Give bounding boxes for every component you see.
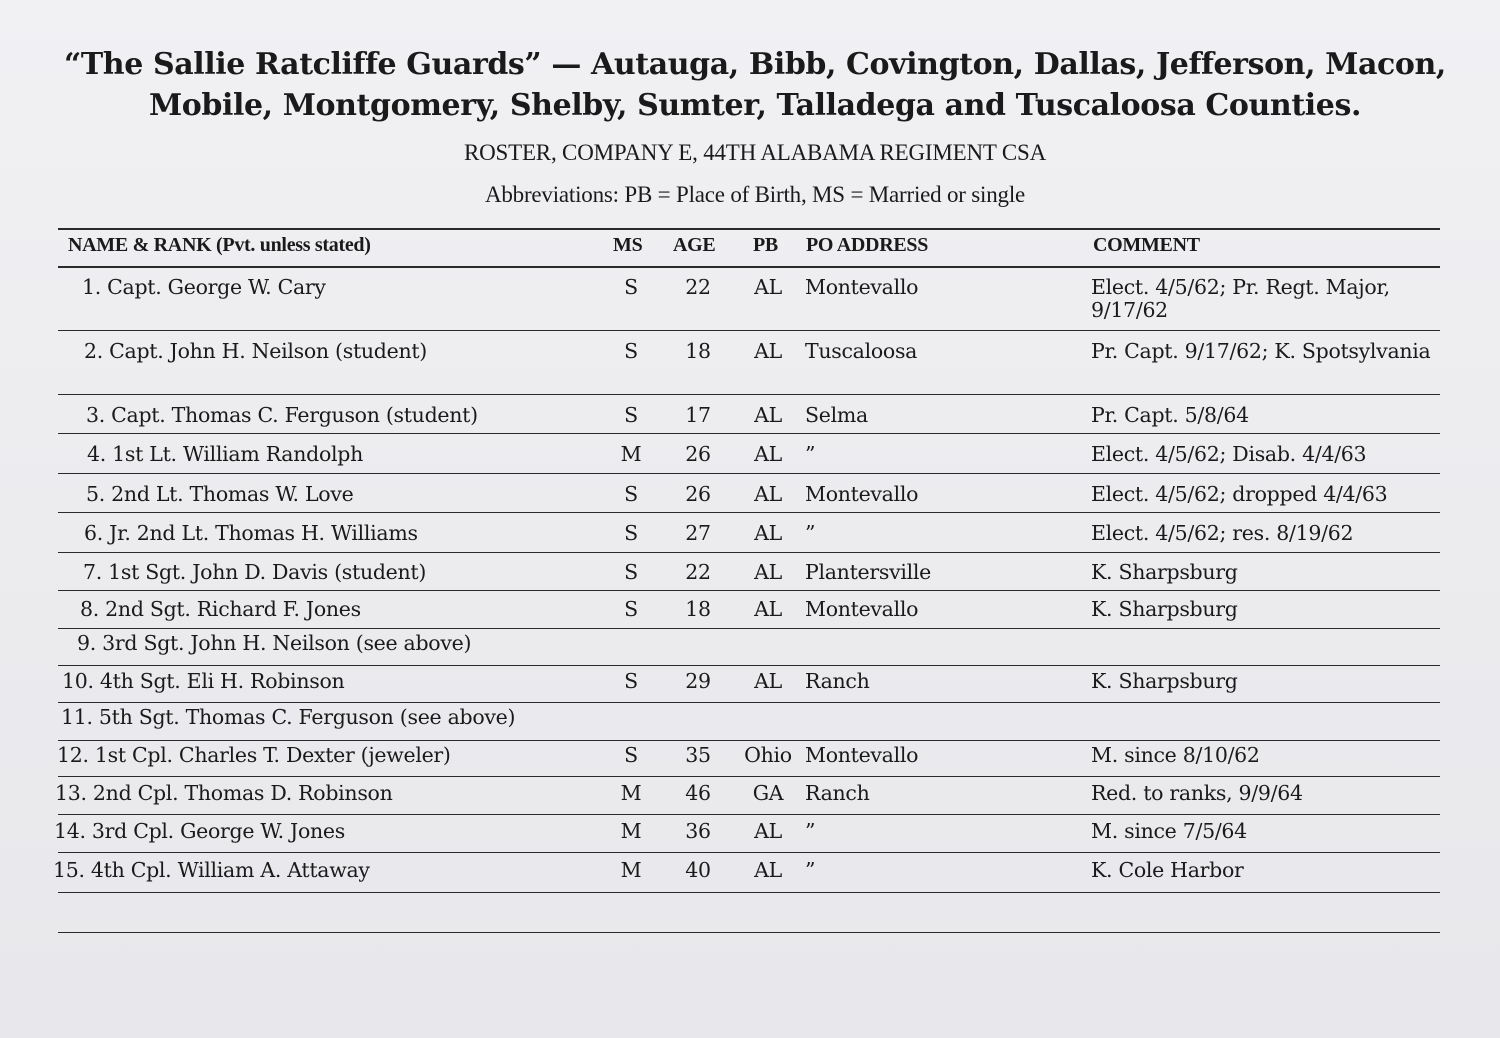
row-name-rank: 1. Capt. George W. Cary (82, 275, 326, 299)
table-rule (58, 473, 1440, 474)
row-name-rank: 5. 2nd Lt. Thomas W. Love (86, 482, 354, 506)
table-rule (58, 740, 1440, 741)
row-comment: Elect. 4/5/62; Disab. 4/4/63 (1091, 442, 1367, 466)
row-age: 18 (685, 339, 711, 363)
row-po-address: Tuscaloosa (805, 339, 918, 363)
row-ms: S (624, 521, 638, 545)
table-rule (58, 932, 1440, 933)
row-ms: M (620, 781, 642, 805)
row-po-address: Montevallo (805, 482, 919, 506)
row-po-address: Montevallo (805, 275, 919, 299)
row-pb: AL (754, 560, 782, 584)
row-ms: M (620, 858, 642, 882)
row-name-rank: 9. 3rd Sgt. John H. Neilson (see above) (77, 631, 472, 655)
row-pb: AL (754, 819, 782, 843)
header-name-rank: NAME & RANK (Pvt. unless stated) (68, 234, 371, 256)
row-name-rank: 4. 1st Lt. William Randolph (87, 442, 363, 466)
row-comment: K. Cole Harbor (1091, 858, 1244, 882)
row-age: 26 (685, 482, 711, 506)
row-pb: AL (754, 858, 782, 882)
table-rule (58, 776, 1440, 777)
row-pb: AL (754, 669, 782, 693)
table-rule (58, 702, 1440, 703)
row-name-rank: 3. Capt. Thomas C. Ferguson (student) (86, 403, 478, 427)
table-rule (58, 433, 1440, 434)
row-age: 27 (685, 521, 711, 545)
title-line-1: “The Sallie Ratcliffe Guards” — Autauga, Bibb, Covington, Dallas, Jefferson, Macon, (64, 47, 1446, 82)
row-pb: AL (754, 482, 782, 506)
row-age: 17 (685, 403, 711, 427)
row-ms: S (624, 339, 638, 363)
row-comment: K. Sharpsburg (1091, 597, 1238, 621)
table-rule (58, 665, 1440, 666)
row-age: 35 (685, 743, 711, 767)
row-ms: S (624, 403, 638, 427)
row-age: 46 (685, 781, 711, 805)
row-name-rank: 10. 4th Sgt. Eli H. Robinson (62, 669, 345, 693)
row-comment: K. Sharpsburg (1091, 560, 1238, 584)
row-ms: S (624, 560, 638, 584)
header-ms: MS (613, 234, 643, 256)
table-rule (58, 394, 1440, 395)
abbreviations-note: Abbreviations: PB = Place of Birth, MS = Married or single (484, 182, 1026, 207)
table-rule (58, 228, 1440, 230)
table-rule (58, 628, 1440, 629)
row-ms: M (620, 819, 642, 843)
row-age: 26 (685, 442, 711, 466)
row-pb: AL (754, 442, 782, 466)
row-comment: Pr. Capt. 9/17/62; K. Spotsylvania (1091, 339, 1431, 363)
row-age: 22 (685, 560, 711, 584)
table-rule (58, 814, 1440, 815)
title-line-2: Mobile, Montgomery, Shelby, Sumter, Talladega and Tuscaloosa Counties. (148, 88, 1362, 123)
row-name-rank: 8. 2nd Sgt. Richard F. Jones (80, 597, 361, 621)
row-name-rank: 6. Jr. 2nd Lt. Thomas H. Williams (84, 521, 418, 545)
row-pb: AL (754, 275, 782, 299)
row-po-address: ” (805, 442, 816, 466)
row-ms: S (624, 669, 638, 693)
table-rule (58, 852, 1440, 853)
row-age: 18 (685, 597, 711, 621)
row-po-address: Ranch (805, 781, 870, 805)
row-name-rank: 2. Capt. John H. Neilson (student) (84, 339, 427, 363)
row-pb: AL (754, 597, 782, 621)
table-rule (58, 590, 1440, 591)
table-rule (58, 266, 1440, 268)
header-po-address: PO ADDRESS (806, 234, 929, 256)
row-ms: S (624, 275, 638, 299)
row-comment: Elect. 4/5/62; dropped 4/4/63 (1091, 482, 1388, 506)
row-comment: M. since 7/5/64 (1091, 819, 1247, 843)
row-ms: S (624, 597, 638, 621)
row-po-address: ” (805, 858, 816, 882)
row-name-rank: 14. 3rd Cpl. George W. Jones (54, 819, 345, 843)
row-ms: S (624, 482, 638, 506)
table-rule (58, 330, 1440, 331)
row-comment: Elect. 4/5/62; res. 8/19/62 (1091, 521, 1354, 545)
row-comment: Red. to ranks, 9/9/64 (1091, 781, 1303, 805)
row-ms: S (624, 743, 638, 767)
row-age: 36 (685, 819, 711, 843)
table-rule (58, 892, 1440, 893)
table-rule (58, 552, 1440, 553)
row-age: 29 (685, 669, 711, 693)
row-name-rank: 12. 1st Cpl. Charles T. Dexter (jeweler) (57, 743, 451, 767)
row-po-address: Ranch (805, 669, 870, 693)
row-comment: Pr. Capt. 5/8/64 (1091, 403, 1249, 427)
row-name-rank: 7. 1st Sgt. John D. Davis (student) (83, 560, 427, 584)
row-comment: Elect. 4/5/62; Pr. Regt. Major, 9/17/62 (1091, 275, 1390, 322)
row-po-address: Selma (805, 403, 868, 427)
page-title (60, 44, 1450, 126)
row-pb: AL (754, 339, 782, 363)
row-age: 22 (685, 275, 711, 299)
header-pb: PB (753, 234, 778, 256)
header-age: AGE (673, 234, 716, 256)
row-name-rank: 13. 2nd Cpl. Thomas D. Robinson (55, 781, 393, 805)
row-name-rank: 15. 4th Cpl. William A. Attaway (53, 858, 370, 882)
row-pb: Ohio (744, 743, 792, 767)
row-ms: M (620, 442, 642, 466)
row-pb: AL (754, 521, 782, 545)
header-comment: COMMENT (1093, 234, 1200, 256)
row-pb: AL (754, 403, 782, 427)
row-po-address: ” (805, 521, 816, 545)
row-pb: GA (752, 781, 784, 805)
row-po-address: Montevallo (805, 597, 919, 621)
row-po-address: Montevallo (805, 743, 919, 767)
row-name-rank: 11. 5th Sgt. Thomas C. Ferguson (see above) (61, 705, 516, 729)
row-comment: K. Sharpsburg (1091, 669, 1238, 693)
row-po-address: Plantersville (805, 560, 931, 584)
row-comment: M. since 8/10/62 (1091, 743, 1260, 767)
row-po-address: ” (805, 819, 816, 843)
row-age: 40 (685, 858, 711, 882)
table-rule (58, 512, 1440, 513)
roster-subtitle: ROSTER, COMPANY E, 44TH ALABAMA REGIMENT CSA (463, 140, 1047, 165)
